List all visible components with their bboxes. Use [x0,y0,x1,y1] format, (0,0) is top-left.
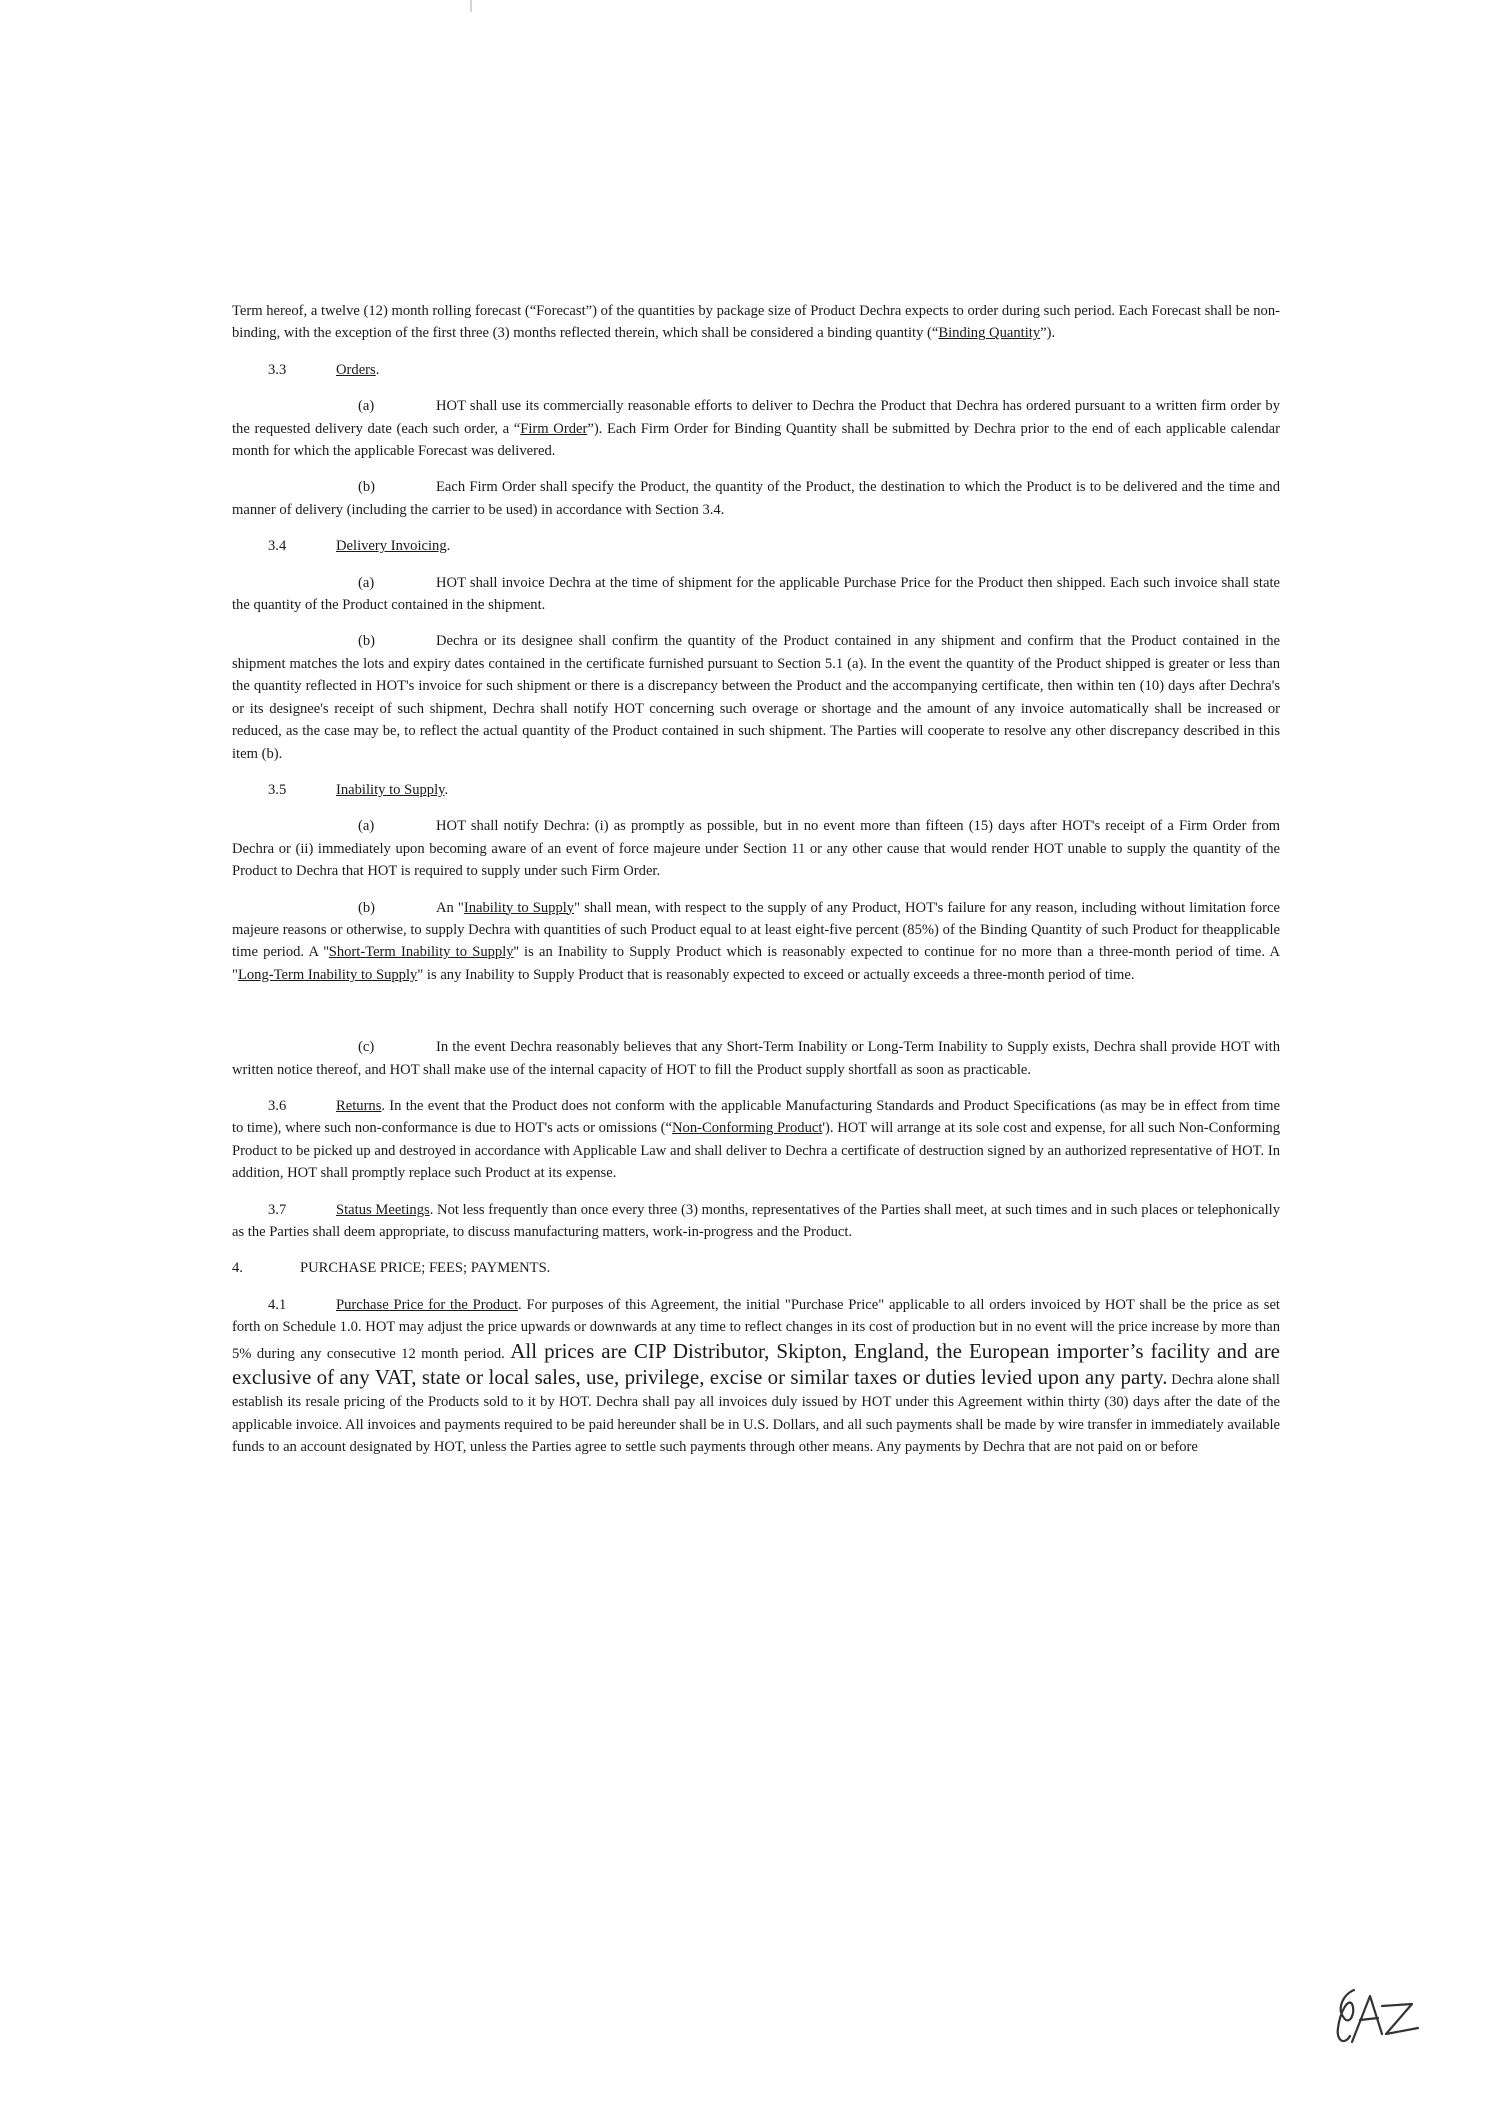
defined-term: Non-Conforming Product [672,1120,823,1137]
section-title: Inability to Supply [336,781,445,798]
section-title: Status Meetings [336,1201,430,1218]
section-number: 3.6 [268,1097,287,1114]
section-title: Purchase Price for the Product [336,1296,519,1313]
paragraph-3-6 [232,1095,1280,1185]
text-run: Each Firm Order shall specify the Product, the quantity of the Product, the destination to which the Product is to be delivered and the time and manner of delivery (including the carrier to be used) in accordance with Section 3.4. [232,479,1280,518]
text-run: . [444,781,449,798]
text-run: " shall mean, with respect to the supply of any Product, HOT's failure for any reason, including without limitation force majeure reasons or otherwise, to supply Dechra with quantities of such Product equal to at least eight-five percent (85%) of the Binding Quantity of such Product for theapplicable time period. A '' [232,899,1280,961]
paragraph-3-4-b [232,630,1280,764]
section-number: 4.1 [268,1296,287,1313]
text-run: ”). [1040,325,1056,342]
text-run: Dechra alone shall establish its resale pricing of the Products sold to it by HOT. Dechra shall pay all invoices duly issued by HOT under this Agreement within thirty (30) days after the date of the applicable invoice. All invoices and payments required to be paid hereunder shall be in U.S. Dollars, and all such payments shall be made by wire transfer in immediately available funds to an account designated by HOT, unless the Parties agree to settle such payments through other means. Any payments by Dechra that are not paid on or before [232,1372,1280,1456]
section-title: Returns [336,1097,382,1114]
text-run: . [375,361,380,378]
scan-artifact [470,0,472,12]
paragraph-3-5-c [232,1036,1280,1081]
defined-term: Long-Term Inability to Supply [237,966,418,983]
section-title: Orders [336,361,376,378]
section-number: 3.3 [268,361,287,378]
paragraph-3-5-a [232,815,1280,882]
section-number: 4. [232,1260,243,1277]
document-body [232,300,1280,1473]
defined-term: Binding Quantity [938,325,1041,342]
defined-term: Firm Order [520,420,588,437]
text-run: . [446,538,451,555]
text-run: ”). Each Firm Order for Binding Quantity shall be submitted by Dechra prior to the end of each applicable calendar month for which the applicable Forecast was delivered. [232,420,1280,460]
defined-term: Short-Term Inability to Supply [328,944,514,961]
paragraph-forecast [232,300,1280,345]
section-heading-3-3 [232,359,1280,381]
subsection-label: (a) [358,818,375,835]
pricing-terms-text: All prices are CIP Distributor, Skipton, England, the European importer’s facility and are exclusive of any VAT, state or local sales, use, privilege, excise or similar taxes or duties levied upon any party. [232,1338,1281,1390]
text-run: HOT shall notify Dechra: (i) as promptly as possible, but in no event more than fifteen (15) days after HOT's receipt of a Firm Order from Dechra or (ii) immediately upon becoming aware of an event of force majeure under Section 11 or any other cause that would render HOT unable to supply the quantity of the Product to Dechra that HOT is required to supply under such Firm Order. [232,818,1280,880]
paragraph-3-5-b [232,897,1280,987]
section-number: 3.4 [268,538,287,555]
text-run: . Not less frequently than once every three (3) months, representatives of the Parties shall meet, at such times and in such places or telephonically as the Parties shall deem appropriate, to discuss manufacturing matters, work-in-progress and the Product. [232,1201,1280,1240]
section-heading-4 [232,1257,1280,1279]
text-run: In the event Dechra reasonably believes that any Short-Term Inability or Long-Term Inability to Supply exists, Dechra shall provide HOT with written notice thereof, and HOT shall make use of the internal capacity of HOT to fill the Product supply shortfall as soon as practicable. [232,1039,1280,1078]
subsection-label: (b) [358,633,376,650]
text-run: '). HOT will arrange at its sole cost and expense, for all such Non-Conforming Product to be picked up and destroyed in accordance with Applicable Law and shall deliver to Dechra a certificate of destruction signed by an authorized representative of HOT. In addition, HOT shall promptly replace such Product at its expense. [232,1120,1281,1182]
section-number: 3.5 [268,781,287,798]
text-run: An " [436,899,464,916]
subsection-label: (a) [358,398,375,415]
text-run: HOT shall use its commercially reasonable efforts to deliver to Dechra the Product that Dechra has ordered pursuant to a written firm order by the requested delivery date (each such order, a “ [232,398,1280,437]
section-title: Delivery Invoicing [336,538,447,555]
blank-space [232,1000,1280,1036]
subsection-label: (b) [358,899,376,916]
paragraph-3-3-a [232,395,1280,462]
subsection-label: (b) [358,479,376,496]
paragraph-3-4-a [232,572,1280,617]
paragraph-3-3-b [232,476,1280,521]
defined-term: Inability to Supply [463,899,575,916]
text-run: '' is an Inability to Supply Product which is reasonably expected to continue for no more than a three-month period of time. A " [232,944,1280,983]
subsection-label: (c) [358,1039,375,1056]
subsection-label: (a) [358,574,375,591]
text-run: . In the event that the Product does not conform with the applicable Manufacturing Standards and Product Specifications (as may be in effect from time to time), where such non-conformance is due to HOT's acts or omissions (“ [232,1097,1280,1137]
paragraph-3-7 [232,1199,1280,1244]
text-run: " is any Inability to Supply Product that is reasonably expected to exceed or actually exceeds a three-month period of time. [417,966,1135,983]
text-run: Term hereof, a twelve (12) month rolling forecast (“Forecast”) of the quantities by package size of Product Dechra expects to order during such period. Each Forecast shall be non-binding, with the exception of the first three (3) months reflected therein, which shall be considered a binding quantity (“ [232,303,1280,342]
section-heading-3-5 [232,779,1280,801]
text-run: . For purposes of this Agreement, the initial "Purchase Price" applicable to all orders invoiced by HOT shall be the price as set forth on Schedule 1.0. HOT may adjust the price upwards or downwards at any time to reflect changes in its cost of production but in no event will the price increase by more than 5% during any consecutive 12 month period. [232,1296,1280,1362]
section-title: PURCHASE PRICE; FEES; PAYMENTS. [300,1260,551,1277]
section-heading-3-4 [232,535,1280,557]
paragraph-4-1 [232,1294,1280,1459]
section-number: 3.7 [268,1201,287,1218]
text-run: Dechra or its designee shall confirm the quantity of the Product contained in any shipment and confirm that the Product contained in the shipment matches the lots and expiry dates contained in the certificate furnished pursuant to Section 5.1 (a). In the event the quantity of the Product shipped is greater or less than the quantity reflected in HOT's invoice for such shipment or there is a discrepancy between the Product and the accompanying certificate, then within ten (10) days after Dechra's or its designee's receipt of such shipment, Dechra shall notify HOT concerning such overage or shortage and the amount of any invoice automatically shall be increased or reduced, as the case may be, to reflect the actual quantity of the Product contained in such shipment. The Parties will cooperate to resolve any other discrepancy described in this item (b). [232,633,1280,762]
signature-initials [1326,1982,1426,2050]
text-run: HOT shall invoice Dechra at the time of shipment for the applicable Purchase Price for the Product then shipped. Each such invoice shall state the quantity of the Product contained in the shipment. [232,574,1280,614]
